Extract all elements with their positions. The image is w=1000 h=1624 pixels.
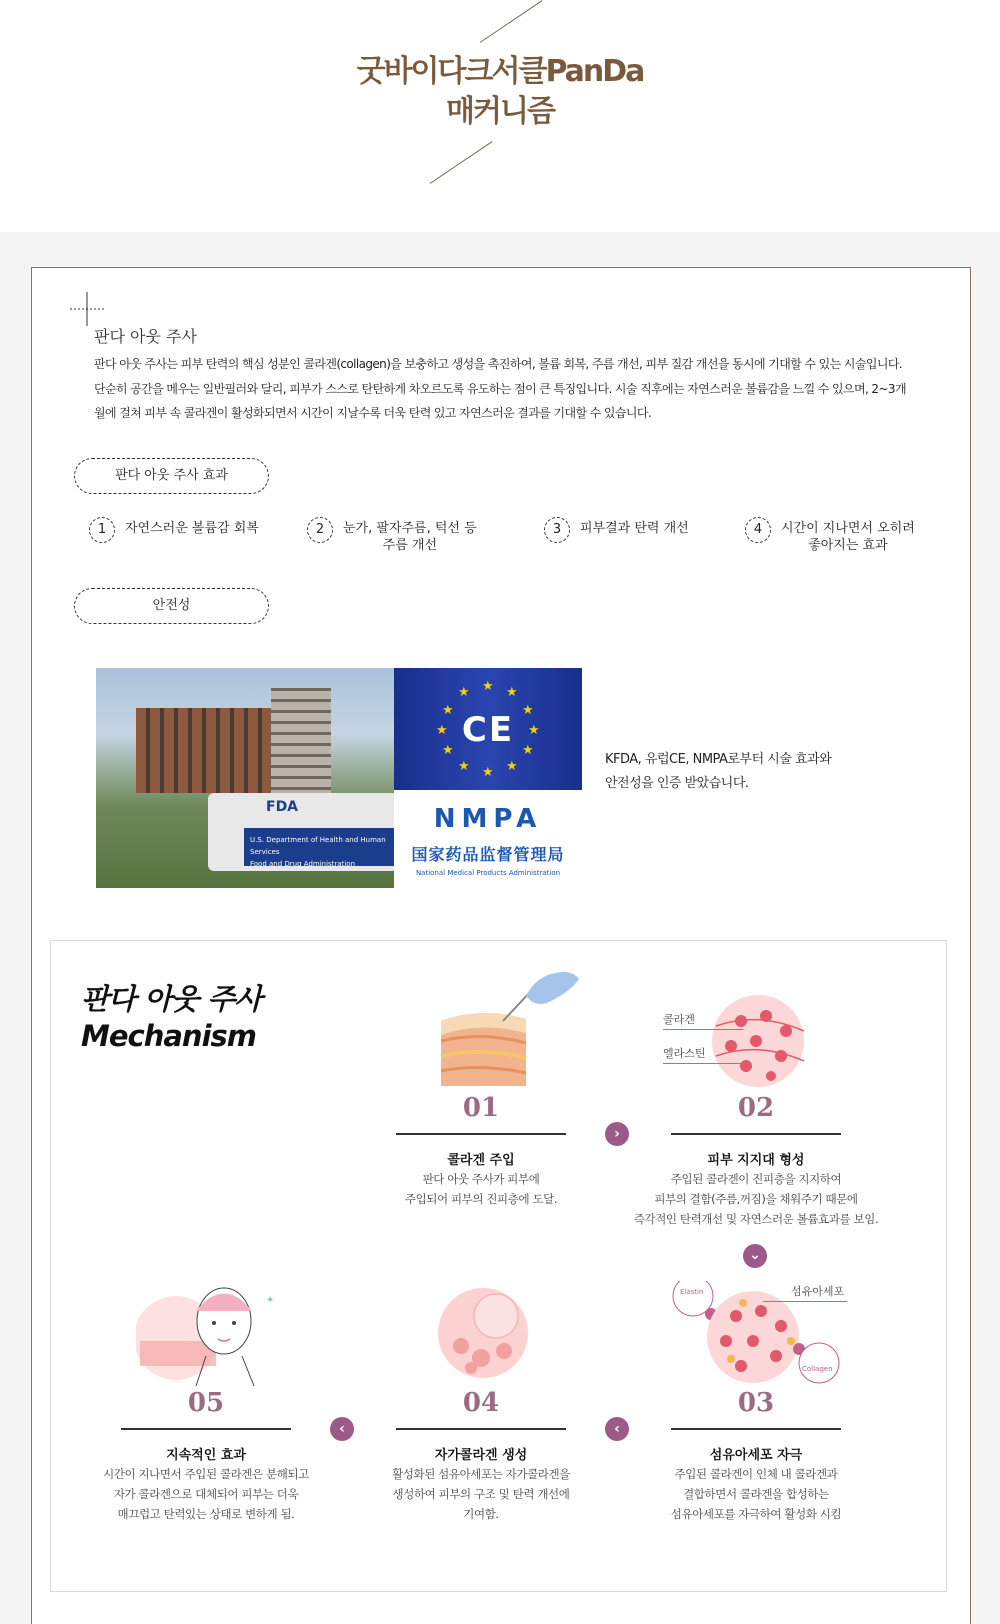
effect-item-3 [544,520,689,543]
star-icon: ★ [442,743,454,758]
fibroblast-pointer [763,1301,847,1302]
step-number-04: 04 [462,1388,500,1418]
elastin-pointer [663,1063,743,1064]
step-divider [396,1428,566,1430]
fda-building-image [96,668,404,888]
arrow-left-icon: ‹ [605,1417,629,1441]
fda-sign-line1: U.S. Department of Health and Human Services [250,836,386,856]
ce-mark: CE [461,710,515,750]
intro-paragraph: 판다 아웃 주사는 피부 탄력의 핵심 성분인 콜라겐(collagen)을 보충하고 생성을 촉진하여, 볼륨 회복, 주름 개선, 피부 질감 개선을 동시에 기대할 수 있는 시술입니다. 단순히 공간을 메우는 일반필러와 달리, 피부가 스스로 탄탄하게 차오르도록 유도하는 점이 큰 특징입니다. 시술 직후에는 자연스러운 볼륨감을 느낄 수 있으며, 2~3개월에 걸쳐 피부 속 콜라겐이 활성화되면서 시간이 지날수록 더욱 탄력 있고 자연스러운 결과를 기대할 수 있습니다. [94,357,906,420]
effect-number: 3 [544,517,570,543]
fda-sign-text [244,828,404,866]
section-title: 판다 아웃 주사 [94,327,197,346]
effects-pill: 판다 아웃 주사 효과 [74,458,269,494]
step-divider [671,1428,841,1430]
effect-text-line2: 주름 개선 [382,538,438,553]
star-icon: ★ [436,723,448,738]
nmpa-logo-text: NMPA [433,804,543,834]
elastin-label: 엘라스틴 [663,1047,706,1060]
step-desc-line: 매끄럽고 탄력있는 상태로 변하게 됨. [117,1507,295,1521]
step-title-04: 자가콜라겐 생성 [434,1448,528,1463]
step-desc-line: 시간이 지나면서 주입된 콜라겐은 분해되고 [103,1467,309,1481]
svg-text:✦: ✦ [266,1295,275,1306]
step-divider [121,1428,291,1430]
effect-text-line1: 눈가, 팔자주름, 턱선 등 [343,521,477,536]
step-divider [396,1133,566,1135]
step-desc-line: 결합하면서 콜라겐을 합성하는 [683,1487,829,1501]
mechanism-title [81,981,261,1055]
skin-injection-illustration [431,961,581,1091]
step-title-01: 콜라겐 주입 [447,1153,515,1168]
mechanism-title-line1: 판다 아웃 주사 [81,982,262,1016]
fibroblast-label: 섬유아세포 [791,1285,845,1298]
star-icon: ★ [522,743,534,758]
step-divider [671,1133,841,1135]
effect-text: 자연스러운 볼륨감 회복 [125,521,259,536]
step-desc-02 [606,1169,906,1229]
step-number-02: 02 [737,1093,775,1123]
step-desc-04 [331,1464,631,1524]
crosshair-icon [70,292,104,326]
star-icon: ★ [482,679,494,694]
step-number-05: 05 [187,1388,225,1418]
star-icon: ★ [522,703,534,718]
step-desc-line: 주입된 콜라겐이 인체 내 콜라겐과 [674,1467,838,1481]
collagen-label: 콜라겐 [663,1013,695,1026]
decor-line-bottom [430,141,493,184]
step-desc-line: 피부의 결함(주름,꺼짐)을 채워주기 때문에 [654,1192,858,1206]
step-title-03: 섬유아세포 자극 [709,1448,803,1463]
step-desc-line: 기여함. [463,1507,499,1521]
effect-text-line1: 시간이 지나면서 오히려 [781,521,915,536]
certification-text [605,748,831,796]
fda-sign-line2: Food and Drug Administration [250,860,355,868]
star-icon: ★ [506,685,518,700]
page-title-line1: 굿바이다크서클PanDa [356,54,644,89]
step-desc-01 [331,1169,631,1209]
collagen-structure-illustration [706,991,811,1091]
decor-line-top [480,0,543,43]
cert-line1: KFDA, 유럽CE, NMPA로부터 시술 효과와 [605,752,832,767]
step-desc-05 [56,1464,356,1524]
step-desc-line: 활성화된 섬유아세포는 자가콜라겐을 [392,1467,570,1481]
star-icon: ★ [506,759,518,774]
step-title-02: 피부 지지대 형성 [707,1153,805,1168]
nmpa-chinese-name: 国家药品监督管理局 [411,845,565,864]
collagen-tag: Collagen [802,1365,833,1373]
step-desc-line: 판다 아웃 주사가 피부에 [422,1172,540,1186]
step-title-05: 지속적인 효과 [166,1448,246,1463]
step-desc-line: 주입된 콜라겐이 진피층을 지지하여 [670,1172,842,1186]
cert-line2: 안전성을 인증 받았습니다. [605,776,749,791]
effect-item-1 [89,520,259,543]
step-number-01: 01 [462,1093,500,1123]
page-title-line2: 매커니즘 [446,94,554,129]
mechanism-panel [50,940,947,1592]
elastin-tag: Elastin [680,1288,704,1296]
step-desc-line: 주입되어 피부의 진피층에 도달. [404,1192,558,1206]
step-desc-line: 생성하여 피부의 구조 및 탄력 개선에 [392,1487,570,1501]
arrow-left-icon: ‹ [330,1417,354,1441]
star-icon: ★ [442,703,454,718]
effect-text: 피부결과 탄력 개선 [580,521,689,536]
self-collagen-illustration [436,1286,531,1381]
ce-mark-image [394,668,582,790]
fda-logo: FDA [266,799,299,815]
step-desc-line: 즉각적인 탄력개선 및 자연스러운 볼륨효과를 보임. [633,1212,879,1226]
step-desc-line: 자가 콜라겐으로 대체되어 피부는 더욱 [113,1487,299,1501]
nmpa-english-name: National Medical Products Administration [415,869,561,877]
face-illustration [136,1271,286,1386]
star-icon: ★ [458,685,470,700]
arrow-right-icon: › [605,1122,629,1146]
collagen-pointer [663,1029,743,1030]
effect-number: 1 [89,517,115,543]
star-icon: ★ [528,723,540,738]
building-tower [271,688,331,798]
header-section [0,0,1000,232]
nmpa-logo-image [394,790,582,888]
step-number-03: 03 [737,1388,775,1418]
effect-text-line2: 좋아지는 효과 [808,538,888,553]
step-desc-line: 섬유아세포를 자극하여 활성화 시킴 [670,1507,842,1521]
content-card [31,267,971,1624]
step-desc-03 [606,1464,906,1524]
star-icon: ★ [458,759,470,774]
effect-number: 2 [307,517,333,543]
star-icon: ★ [482,765,494,780]
effect-item-2 [307,520,477,554]
mechanism-title-line2: Mechanism [81,1019,256,1053]
effect-item-4 [745,520,915,554]
arrow-down-icon: ⌄ [743,1244,767,1268]
safety-pill: 안전성 [74,588,269,624]
effect-number: 4 [745,517,771,543]
